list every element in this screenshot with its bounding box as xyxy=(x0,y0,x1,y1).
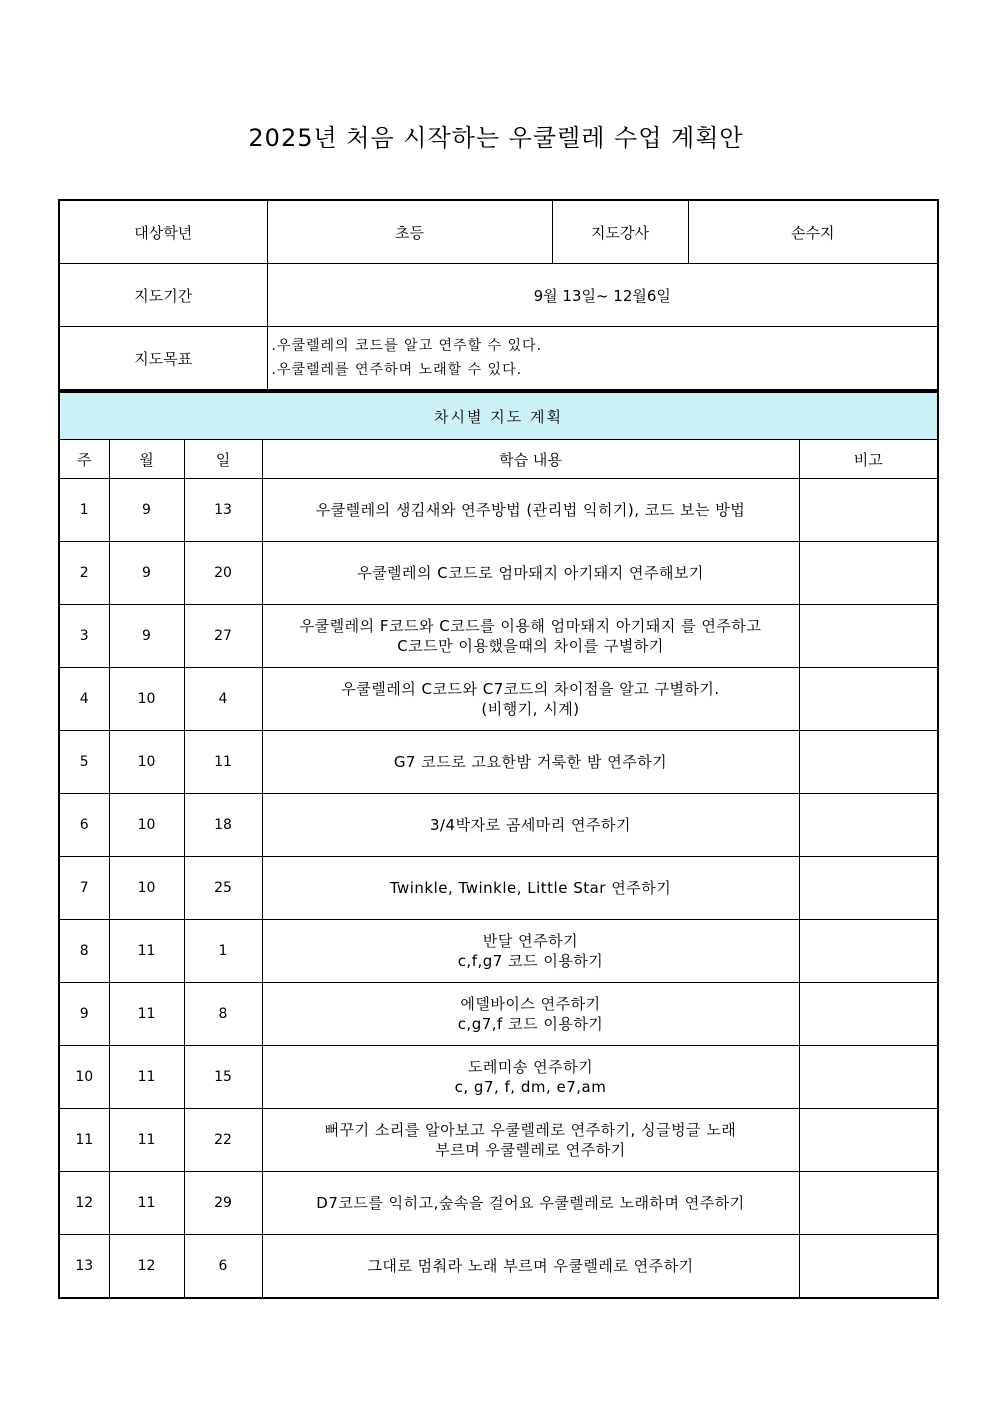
col-content-header: 학습 내용 xyxy=(262,440,799,479)
week-cell: 3 xyxy=(59,605,109,668)
lesson-content-line-2: 부르며 우쿨렐레로 연주하기 xyxy=(435,1141,626,1159)
period-value: 9월 13일~ 12월6일 xyxy=(267,264,938,327)
month-cell: 9 xyxy=(109,605,184,668)
lesson-content-line-2: c,g7,f 코드 이용하기 xyxy=(457,1015,604,1033)
day-cell: 6 xyxy=(184,1235,262,1299)
lesson-content-line-1: 3/4박자로 곰세마리 연주하기 xyxy=(429,816,632,834)
lesson-content-cell xyxy=(262,542,799,605)
note-cell xyxy=(799,605,938,668)
note-cell xyxy=(799,1235,938,1299)
lesson-content-cell xyxy=(262,794,799,857)
lesson-content-line-1: 우쿨렐레의 C코드와 C7코드의 차이점을 알고 구별하기. xyxy=(341,680,720,698)
lesson-content-cell xyxy=(262,731,799,794)
note-cell xyxy=(799,668,938,731)
period-label: 지도기간 xyxy=(59,264,267,327)
lesson-content-line-1: 뻐꾸기 소리를 알아보고 우쿨렐레로 연주하기, 싱글벙글 노래 xyxy=(324,1121,737,1139)
lesson-content-line-2: c,f,g7 코드 이용하기 xyxy=(457,952,604,970)
week-cell: 13 xyxy=(59,1235,109,1299)
lesson-content-line-1: 에델바이스 연주하기 xyxy=(460,995,601,1013)
lesson-content-cell xyxy=(262,920,799,983)
day-cell: 15 xyxy=(184,1046,262,1109)
day-cell: 22 xyxy=(184,1109,262,1172)
day-cell: 4 xyxy=(184,668,262,731)
table-row xyxy=(59,1046,938,1109)
lesson-content-cell xyxy=(262,1235,799,1299)
lesson-content-line-2: (비행기, 시계) xyxy=(481,700,580,718)
goal-label: 지도목표 xyxy=(59,327,267,391)
day-cell: 25 xyxy=(184,857,262,920)
lesson-content-line-1: 우쿨렐레의 C코드로 엄마돼지 아기돼지 연주해보기 xyxy=(357,564,704,582)
table-row xyxy=(59,983,938,1046)
note-cell xyxy=(799,1109,938,1172)
table-row xyxy=(59,1172,938,1235)
week-cell: 10 xyxy=(59,1046,109,1109)
week-cell: 11 xyxy=(59,1109,109,1172)
note-cell xyxy=(799,857,938,920)
note-cell xyxy=(799,920,938,983)
target-grade-value: 초등 xyxy=(267,200,552,264)
lesson-content-cell xyxy=(262,1109,799,1172)
table-row xyxy=(59,605,938,668)
month-cell: 11 xyxy=(109,983,184,1046)
instructor-value: 손수지 xyxy=(688,200,938,264)
plan-section-title: 차시별 지도 계획 xyxy=(59,392,938,440)
lesson-content-line-1: 우쿨렐레의 F코드와 C코드를 이용해 엄마돼지 아기돼지 를 연주하고 xyxy=(299,617,762,635)
month-cell: 9 xyxy=(109,542,184,605)
week-cell: 12 xyxy=(59,1172,109,1235)
info-table xyxy=(58,199,939,391)
day-cell: 11 xyxy=(184,731,262,794)
note-cell xyxy=(799,1172,938,1235)
lesson-content-cell xyxy=(262,605,799,668)
lesson-content-line-1: 도레미송 연주하기 xyxy=(467,1058,594,1076)
col-day-header: 일 xyxy=(184,440,262,479)
month-cell: 11 xyxy=(109,1172,184,1235)
day-cell: 13 xyxy=(184,479,262,542)
lesson-content-line-1: G7 코드로 고요한밤 거룩한 밤 연주하기 xyxy=(393,753,668,771)
lesson-content-line-1: 그대로 멈춰라 노래 부르며 우쿨렐레로 연주하기 xyxy=(367,1257,694,1275)
day-cell: 27 xyxy=(184,605,262,668)
day-cell: 29 xyxy=(184,1172,262,1235)
table-row xyxy=(59,1109,938,1172)
table-row xyxy=(59,668,938,731)
month-cell: 11 xyxy=(109,1109,184,1172)
col-month-header: 월 xyxy=(109,440,184,479)
lesson-content-line-1: 반달 연주하기 xyxy=(482,932,579,950)
month-cell: 11 xyxy=(109,920,184,983)
month-cell: 12 xyxy=(109,1235,184,1299)
week-cell: 2 xyxy=(59,542,109,605)
lesson-content-cell xyxy=(262,1172,799,1235)
goal-line-2: .우쿨렐레를 연주하며 노래할 수 있다. xyxy=(271,362,523,378)
day-cell: 18 xyxy=(184,794,262,857)
note-cell xyxy=(799,794,938,857)
day-cell: 8 xyxy=(184,983,262,1046)
lesson-content-cell xyxy=(262,857,799,920)
table-row xyxy=(59,920,938,983)
table-row xyxy=(59,1235,938,1299)
lesson-content-cell xyxy=(262,1046,799,1109)
month-cell: 11 xyxy=(109,1046,184,1109)
document-title: 2025년 처음 시작하는 우쿨렐레 수업 계획안 xyxy=(248,124,744,152)
goal-value xyxy=(267,327,938,391)
month-cell: 10 xyxy=(109,794,184,857)
week-cell: 1 xyxy=(59,479,109,542)
plan-column-headers xyxy=(59,440,938,479)
week-cell: 9 xyxy=(59,983,109,1046)
lesson-content-line-1: 우쿨렐레의 생김새와 연주방법 (관리법 익히기), 코드 보는 방법 xyxy=(315,501,746,519)
info-row-period xyxy=(59,264,938,327)
lesson-content-cell xyxy=(262,479,799,542)
lesson-content-line-2: C코드만 이용했을때의 차이를 구별하기 xyxy=(397,637,664,655)
table-row xyxy=(59,479,938,542)
week-cell: 7 xyxy=(59,857,109,920)
lesson-content-line-2: c, g7, f, dm, e7,am xyxy=(454,1078,607,1096)
table-row xyxy=(59,542,938,605)
month-cell: 9 xyxy=(109,479,184,542)
note-cell xyxy=(799,983,938,1046)
target-grade-label: 대상학년 xyxy=(59,200,267,264)
note-cell xyxy=(799,479,938,542)
table-row xyxy=(59,857,938,920)
table-row xyxy=(59,731,938,794)
week-cell: 8 xyxy=(59,920,109,983)
instructor-label: 지도강사 xyxy=(552,200,688,264)
lesson-content-line-1: Twinkle, Twinkle, Little Star 연주하기 xyxy=(389,879,672,897)
plan-table xyxy=(58,391,939,1299)
lesson-content-cell xyxy=(262,668,799,731)
lesson-content-line-1: D7코드를 익히고,숲속을 걸어요 우쿨렐레로 노래하며 연주하기 xyxy=(316,1194,745,1212)
lesson-content-cell xyxy=(262,983,799,1046)
note-cell xyxy=(799,1046,938,1109)
note-cell xyxy=(799,731,938,794)
week-cell: 6 xyxy=(59,794,109,857)
goal-line-1: .우쿨렐레의 코드를 알고 연주할 수 있다. xyxy=(271,338,543,354)
table-row xyxy=(59,794,938,857)
month-cell: 10 xyxy=(109,857,184,920)
col-week-header: 주 xyxy=(59,440,109,479)
week-cell: 5 xyxy=(59,731,109,794)
note-cell xyxy=(799,542,938,605)
month-cell: 10 xyxy=(109,668,184,731)
info-row-goal xyxy=(59,327,938,391)
day-cell: 20 xyxy=(184,542,262,605)
col-note-header: 비고 xyxy=(799,440,938,479)
info-row-grade xyxy=(59,200,938,264)
plan-rows xyxy=(59,479,938,1299)
day-cell: 1 xyxy=(184,920,262,983)
week-cell: 4 xyxy=(59,668,109,731)
month-cell: 10 xyxy=(109,731,184,794)
